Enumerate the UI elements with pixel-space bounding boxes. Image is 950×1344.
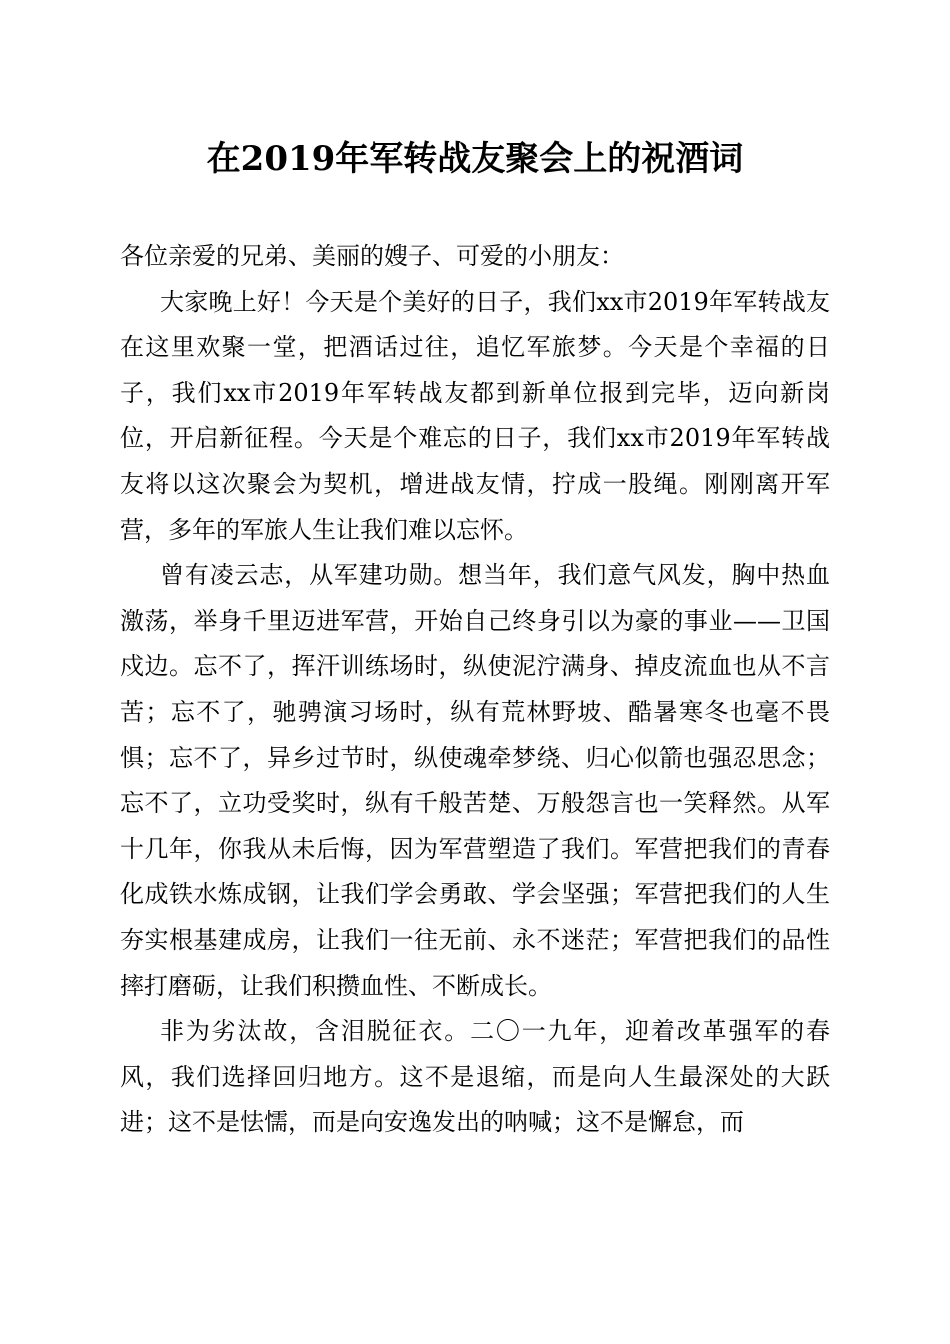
document-body (120, 234, 830, 1146)
document-title: 在2019年军转战友聚会上的祝酒词 (206, 139, 744, 179)
salutation: 各位亲爱的兄弟、美丽的嫂子、可爱的小朋友： (120, 242, 624, 270)
paragraph: 大家晚上好！今天是个美好的日子，我们xx市2019年军转战友在这里欢聚一堂，把酒话过往，追忆军旅梦。今天是个幸福的日子，我们xx市2019年军转战友都到新单位报到完毕，迈向新岗位，开启新征程。今天是个难忘的日子，我们xx市2019年军转战友将以这次聚会为契机，增进战友情，拧成一股绳。刚刚离开军营，多年的军旅人生让我们难以忘怀。 (120, 287, 830, 544)
paragraph: 曾有凌云志，从军建功勋。想当年，我们意气风发，胸中热血激荡，举身千里迈进军营，开始自己终身引以为豪的事业——卫国戍边。忘不了，挥汗训练场时，纵使泥泞满身、掉皮流血也从不言苦；忘不了，驰骋演习场时，纵有荒林野坡、酷暑寒冬也毫不畏惧；忘不了，异乡过节时，纵使魂牵梦绕、归心似箭也强忍思念；忘不了，立功受奖时，纵有千般苦楚、万般怨言也一笑释然。从军十几年，你我从未后悔，因为军营塑造了我们。军营把我们的青春化成铁水炼成钢，让我们学会勇敢、学会坚强；军营把我们的人生夯实根基建成房，让我们一往无前、永不迷茫；军营把我们的品性摔打磨砺，让我们积攒血性、不断成长。 (120, 561, 830, 1000)
paragraph: 非为劣汰故，含泪脱征衣。二〇一九年，迎着改革强军的春风，我们选择回归地方。这不是退缩，而是向人生最深处的大跃进；这不是怯懦，而是向安逸发出的呐喊；这不是懈怠，而 (120, 1017, 830, 1137)
